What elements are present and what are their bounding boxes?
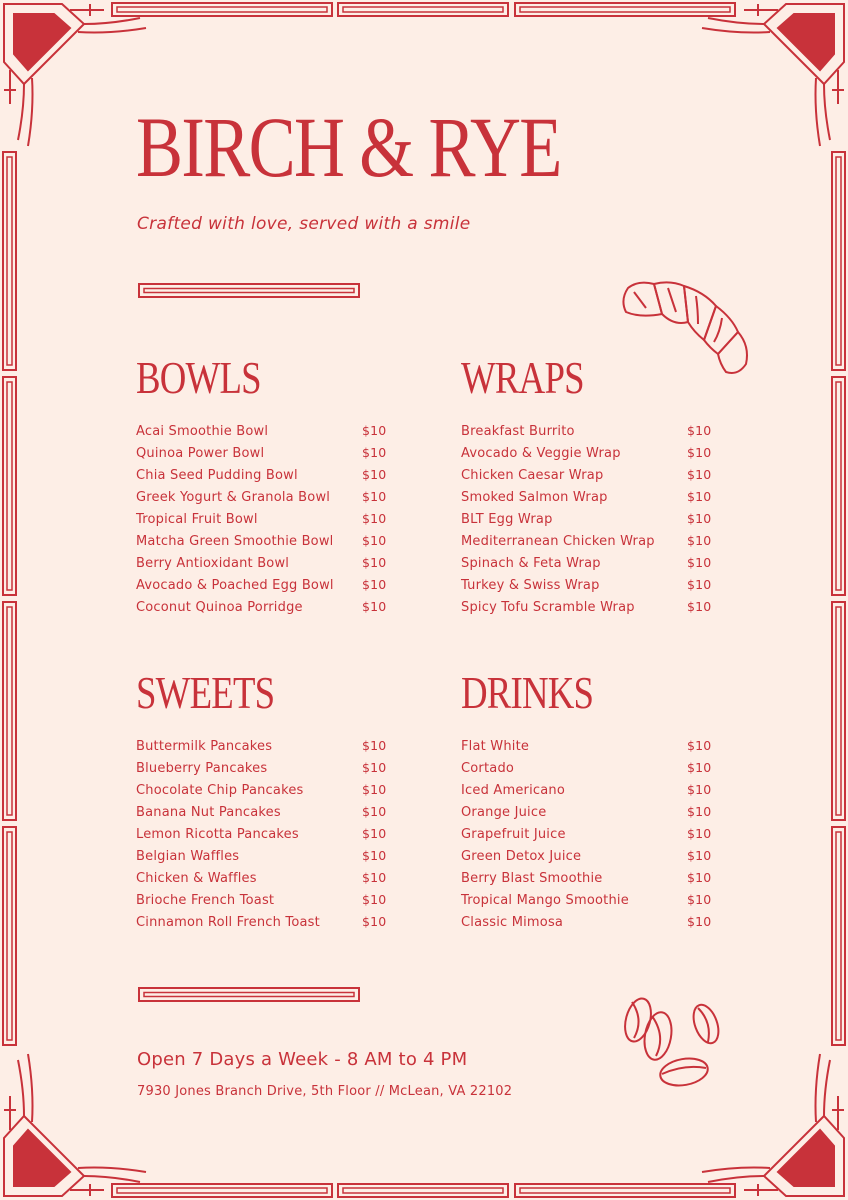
item-price: $10 [362, 489, 387, 504]
menu-item [136, 782, 388, 804]
item-name: BLT Egg Wrap [461, 512, 553, 527]
menu-item [136, 826, 388, 848]
menu-item [136, 760, 388, 782]
menu-item [461, 423, 713, 445]
menu-item [136, 445, 388, 467]
item-price: $10 [362, 804, 387, 819]
item-name: Chia Seed Pudding Bowl [136, 468, 298, 483]
menu-item [136, 555, 388, 577]
menu-item [461, 848, 713, 870]
item-price: $10 [362, 738, 387, 753]
item-price: $10 [362, 511, 387, 526]
address: 7930 Jones Branch Drive, 5th Floor // McLean, VA 22102 [137, 1084, 513, 1099]
opening-hours: Open 7 Days a Week - 8 AM to 4 PM [137, 1049, 468, 1070]
item-name: Belgian Waffles [136, 849, 240, 864]
item-name: Breakfast Burrito [461, 424, 575, 439]
menu-item [136, 577, 388, 599]
item-price: $10 [687, 577, 712, 592]
menu-item [461, 489, 713, 511]
menu-item [136, 533, 388, 555]
menu-item [461, 914, 713, 936]
item-price: $10 [687, 533, 712, 548]
menu-item [461, 738, 713, 760]
item-name: Turkey & Swiss Wrap [461, 578, 600, 593]
menu-item [461, 892, 713, 914]
item-price: $10 [362, 848, 387, 863]
menu-item [136, 738, 388, 760]
item-name: Acai Smoothie Bowl [136, 424, 269, 439]
menu-item [461, 555, 713, 577]
menu-item [461, 782, 713, 804]
menu-item [461, 511, 713, 533]
menu-item [136, 467, 388, 489]
tagline: Crafted with love, served with a smile [137, 214, 471, 234]
menu-item [136, 892, 388, 914]
top-divider [138, 283, 360, 299]
item-price: $10 [687, 848, 712, 863]
item-name: Banana Nut Pancakes [136, 805, 281, 820]
item-price: $10 [687, 489, 712, 504]
item-price: $10 [687, 555, 712, 570]
section-bowls [136, 352, 388, 621]
item-name: Berry Antioxidant Bowl [136, 556, 290, 571]
item-price: $10 [687, 892, 712, 907]
bottom-divider [138, 987, 360, 1003]
menu-item [461, 826, 713, 848]
item-name: Berry Blast Smoothie [461, 871, 603, 886]
item-price: $10 [362, 599, 387, 614]
item-name: Spinach & Feta Wrap [461, 556, 601, 571]
item-price: $10 [362, 760, 387, 775]
menu-item [461, 467, 713, 489]
item-name: Buttermilk Pancakes [136, 739, 273, 754]
item-name: Spicy Tofu Scramble Wrap [461, 600, 635, 615]
item-name: Avocado & Poached Egg Bowl [136, 578, 334, 593]
item-name: Avocado & Veggie Wrap [461, 446, 621, 461]
section-wraps [461, 352, 713, 621]
item-name: Iced Americano [461, 783, 565, 798]
item-price: $10 [362, 870, 387, 885]
item-price: $10 [687, 760, 712, 775]
item-price: $10 [362, 423, 387, 438]
menu-item [461, 804, 713, 826]
item-name: Tropical Mango Smoothie [461, 893, 629, 908]
menu-item [136, 804, 388, 826]
menu-item [461, 599, 713, 621]
item-name: Flat White [461, 739, 530, 754]
item-price: $10 [362, 826, 387, 841]
section-title-bowls: BOWLS [136, 352, 261, 403]
section-sweets [136, 667, 388, 936]
item-price: $10 [687, 914, 712, 929]
item-name: Greek Yogurt & Granola Bowl [136, 490, 331, 505]
item-name: Classic Mimosa [461, 915, 564, 930]
item-name: Cinnamon Roll French Toast [136, 915, 320, 930]
item-price: $10 [687, 445, 712, 460]
menu-item [136, 489, 388, 511]
item-price: $10 [362, 892, 387, 907]
menu-item [461, 577, 713, 599]
item-price: $10 [687, 826, 712, 841]
item-name: Coconut Quinoa Porridge [136, 600, 303, 615]
section-title-sweets: SWEETS [136, 667, 275, 718]
menu-item [461, 533, 713, 555]
item-name: Mediterranean Chicken Wrap [461, 534, 655, 549]
coffee-beans-icon [612, 994, 728, 1094]
section-drinks [461, 667, 713, 936]
item-price: $10 [687, 782, 712, 797]
menu-item [461, 445, 713, 467]
item-price: $10 [362, 577, 387, 592]
item-name: Blueberry Pancakes [136, 761, 268, 776]
restaurant-title: BIRCH & RYE [136, 99, 561, 195]
item-price: $10 [362, 782, 387, 797]
item-name: Quinoa Power Bowl [136, 446, 265, 461]
item-name: Tropical Fruit Bowl [136, 512, 258, 527]
item-name: Lemon Ricotta Pancakes [136, 827, 299, 842]
item-name: Green Detox Juice [461, 849, 582, 864]
item-name: Brioche French Toast [136, 893, 275, 908]
item-price: $10 [362, 555, 387, 570]
item-price: $10 [687, 467, 712, 482]
item-name: Matcha Green Smoothie Bowl [136, 534, 334, 549]
item-name: Chicken Caesar Wrap [461, 468, 604, 483]
item-price: $10 [687, 804, 712, 819]
item-price: $10 [362, 914, 387, 929]
menu-item [461, 870, 713, 892]
menu-item [136, 848, 388, 870]
item-price: $10 [687, 599, 712, 614]
item-price: $10 [687, 511, 712, 526]
item-price: $10 [362, 445, 387, 460]
item-price: $10 [687, 738, 712, 753]
item-name: Chicken & Waffles [136, 871, 257, 886]
item-price: $10 [362, 533, 387, 548]
item-name: Cortado [461, 761, 515, 776]
menu-item [136, 423, 388, 445]
menu-item [136, 914, 388, 936]
menu-item [136, 511, 388, 533]
item-name: Chocolate Chip Pancakes [136, 783, 304, 798]
section-title-wraps: WRAPS [461, 352, 584, 403]
item-name: Orange Juice [461, 805, 547, 820]
item-price: $10 [362, 467, 387, 482]
item-name: Smoked Salmon Wrap [461, 490, 608, 505]
item-price: $10 [687, 870, 712, 885]
item-price: $10 [687, 423, 712, 438]
menu-item [136, 599, 388, 621]
menu-item [461, 760, 713, 782]
item-name: Grapefruit Juice [461, 827, 566, 842]
section-title-drinks: DRINKS [461, 667, 594, 718]
menu-item [136, 870, 388, 892]
